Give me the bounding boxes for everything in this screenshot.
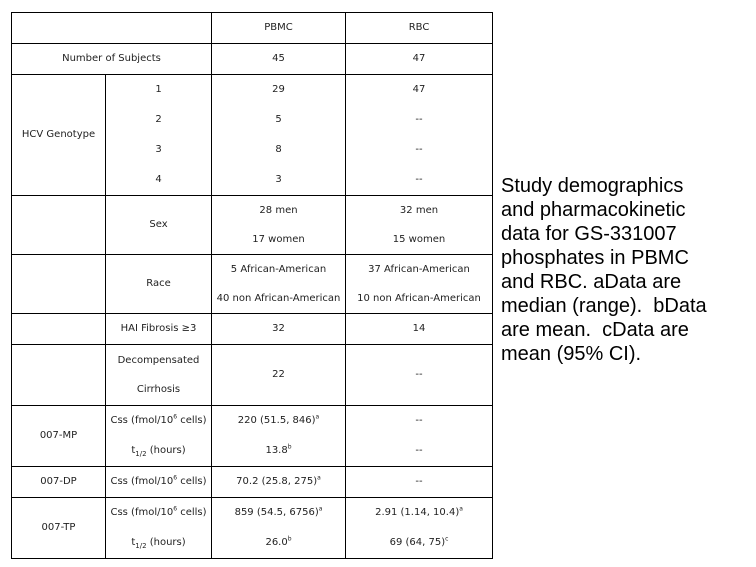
- fibrosis-pbmc: 32: [212, 314, 346, 345]
- tp-css-rbc-sup: a: [459, 505, 463, 513]
- race-label: Race: [106, 255, 212, 314]
- mp-t-label-text: t: [131, 445, 136, 456]
- race-blank: [12, 255, 106, 314]
- tp-t-label-text: t: [131, 537, 136, 548]
- dp-css-label-text: Css (fmol/10: [110, 476, 174, 487]
- cirrhosis-rbc: --: [346, 345, 493, 406]
- race-row: [12, 255, 493, 314]
- sex-pbmc-men: 28 men: [259, 205, 298, 216]
- mp-css-rbc: --: [346, 406, 493, 437]
- tp-t-rbc-sup: c: [445, 535, 449, 543]
- dp-css-label-sup: 6: [173, 474, 178, 482]
- mp-t-pbmc-value: 13.8: [265, 445, 288, 456]
- dp-css-pbmc-sup: a: [317, 474, 321, 482]
- genotype-2-pbmc: 5: [212, 105, 346, 135]
- mp-css-label-sup: 6: [173, 413, 178, 421]
- mp-css-label: [106, 406, 212, 437]
- genotype-label: HCV Genotype: [12, 75, 106, 196]
- sex-pbmc: [212, 196, 346, 255]
- mp-t-rbc: --: [346, 436, 493, 467]
- genotype-3-pbmc: 8: [212, 135, 346, 165]
- genotype-3-rbc: --: [346, 135, 493, 165]
- dp-css-label: [106, 467, 212, 498]
- tp-label: 007-TP: [12, 498, 106, 559]
- tp-t-pbmc: [212, 528, 346, 559]
- subjects-row: [12, 44, 493, 75]
- tp-css-label: [106, 498, 212, 529]
- tp-t-pbmc-value: 26.0: [265, 537, 288, 548]
- genotype-3: 3: [106, 135, 212, 165]
- cirrhosis-blank: [12, 345, 106, 406]
- tp-t-rbc: [346, 528, 493, 559]
- dp-css-pbmc: [212, 467, 346, 498]
- genotype-4-rbc: --: [346, 165, 493, 196]
- sex-blank: [12, 196, 106, 255]
- sex-pbmc-women: 17 women: [252, 234, 305, 245]
- mp-css-pbmc-sup: a: [315, 413, 320, 421]
- tp-t-label-tail: (hours): [146, 537, 186, 548]
- tp-css-pbmc-value: 859 (54.5, 6756): [234, 507, 319, 518]
- mp-css-pbmc-value: 220 (51.5, 846): [237, 415, 316, 426]
- race-rbc-non-aa: 10 non African-American: [357, 293, 481, 304]
- tp-t-pbmc-sup: b: [287, 535, 292, 543]
- tp-css-rbc: [346, 498, 493, 529]
- mp-t-label: [106, 436, 212, 467]
- race-rbc: [346, 255, 493, 314]
- dp-css-rbc: --: [346, 467, 493, 498]
- mp-css-row: [12, 406, 493, 437]
- sex-rbc: [346, 196, 493, 255]
- cirrhosis-label-2: Cirrhosis: [136, 384, 181, 395]
- mp-t-label-sub: 1/2: [135, 450, 147, 458]
- mp-t-pbmc-sup: b: [287, 443, 292, 451]
- genotype-2: 2: [106, 105, 212, 135]
- subjects-pbmc: 45: [212, 44, 346, 75]
- mp-css-label-tail: cells): [177, 415, 207, 426]
- genotype-4-pbmc: 3: [212, 165, 346, 196]
- header-pbmc: PBMC: [212, 13, 346, 44]
- subjects-rbc: 47: [346, 44, 493, 75]
- dp-css-pbmc-value: 70.2 (25.8, 275): [236, 476, 318, 487]
- race-rbc-aa: 37 African-American: [368, 264, 470, 275]
- sex-label: Sex: [106, 196, 212, 255]
- subjects-label: Number of Subjects: [12, 44, 212, 75]
- cirrhosis-pbmc: 22: [212, 345, 346, 406]
- genotype-row-1: [12, 75, 493, 106]
- header-rbc: RBC: [346, 13, 493, 44]
- race-pbmc: [212, 255, 346, 314]
- cirrhosis-label-1: Decompensated: [117, 355, 200, 366]
- dp-label: 007-DP: [12, 467, 106, 498]
- sex-row: [12, 196, 493, 255]
- tp-css-pbmc-sup: a: [318, 505, 323, 513]
- genotype-2-rbc: --: [346, 105, 493, 135]
- tp-css-label-text: Css (fmol/10: [110, 507, 174, 518]
- demographics-table: [11, 12, 493, 559]
- fibrosis-blank: [12, 314, 106, 345]
- tp-t-rbc-value: 69 (64, 75): [389, 537, 446, 548]
- tp-css-pbmc: [212, 498, 346, 529]
- dp-css-row: [12, 467, 493, 498]
- header-blank: [12, 13, 212, 44]
- tp-css-label-tail: cells): [177, 507, 207, 518]
- tp-css-row: [12, 498, 493, 529]
- fibrosis-row: [12, 314, 493, 345]
- mp-css-pbmc: [212, 406, 346, 437]
- tp-css-label-sup: 6: [173, 505, 178, 513]
- mp-t-pbmc: [212, 436, 346, 467]
- mp-css-label-text: Css (fmol/10: [110, 415, 174, 426]
- genotype-1-rbc: 47: [346, 75, 493, 106]
- fibrosis-label: HAI Fibrosis ≥3: [106, 314, 212, 345]
- sex-rbc-women: 15 women: [392, 234, 446, 245]
- cirrhosis-row: [12, 345, 493, 406]
- mp-label: 007-MP: [12, 406, 106, 467]
- header-row: [12, 13, 493, 44]
- tp-t-label: [106, 528, 212, 559]
- tp-css-rbc-value: 2.91 (1.14, 10.4): [375, 507, 460, 518]
- sex-rbc-men: 32 men: [399, 205, 439, 216]
- genotype-1: 1: [106, 75, 212, 106]
- dp-css-label-tail: cells): [177, 476, 207, 487]
- mp-t-label-tail: (hours): [146, 445, 186, 456]
- caption-text: Study demographics and pharmacokinetic data for GS-331007 phosphates in PBMC and RBC. aData are median (range). bData are mean. cData are mean (95% CI).: [501, 175, 707, 365]
- fibrosis-rbc: 14: [346, 314, 493, 345]
- genotype-4: 4: [106, 165, 212, 196]
- race-pbmc-aa: 5 African-American: [230, 264, 327, 275]
- race-pbmc-non-aa: 40 non African-American: [216, 293, 341, 304]
- genotype-1-pbmc: 29: [212, 75, 346, 106]
- cirrhosis-label: [106, 345, 212, 406]
- tp-t-label-sub: 1/2: [135, 542, 147, 550]
